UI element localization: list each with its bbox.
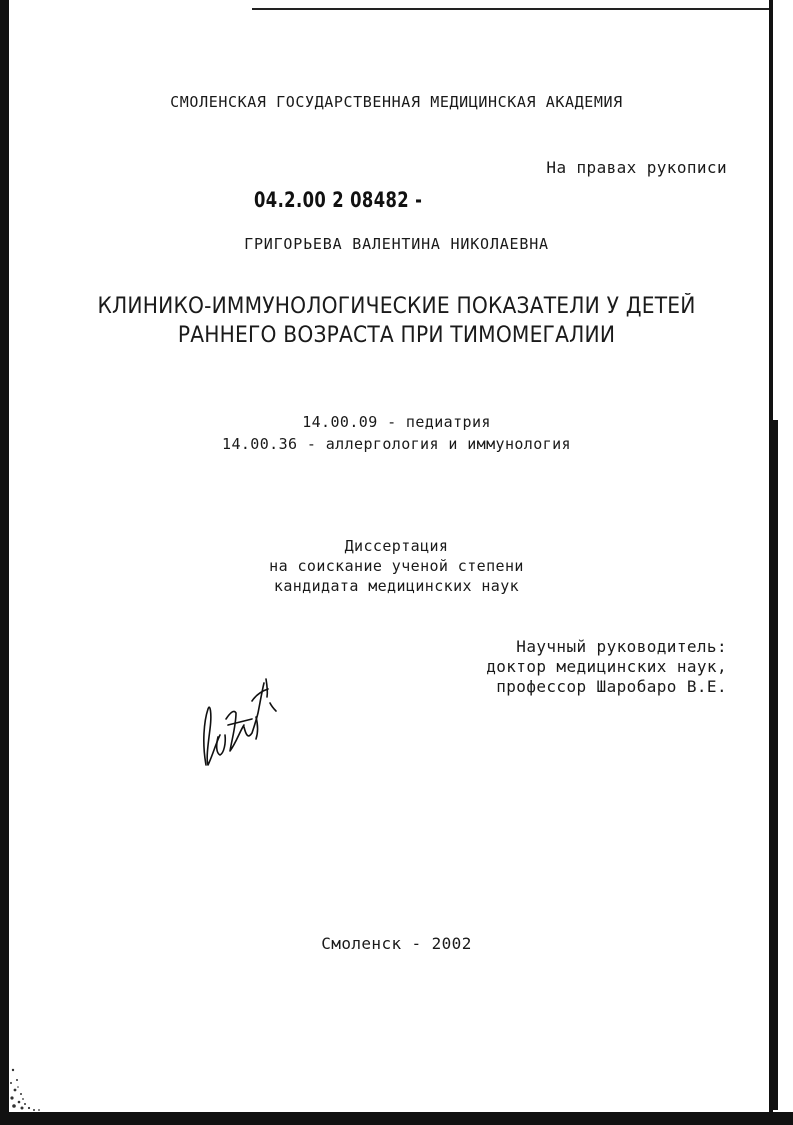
degree-line-2: кандидата медицинских наук [273,577,520,595]
dissertation-label: Диссертация [344,537,449,555]
thesis-title-line-2: РАННЕГО ВОЗРАСТА ПРИ ТИМОМЕГАЛИИ [177,323,616,348]
degree-line-1: на соискание ученой степени [269,557,524,575]
thesis-title-line-1: КЛИНИКО-ИММУНОЛОГИЧЕСКИЕ ПОКАЗАТЕЛИ У ДЕТЕЙ [97,294,696,319]
manuscript-rights: На правах рукописи [546,158,727,177]
scan-border-bottom [9,1112,793,1125]
supervisor-degree: доктор медицинских наук, [486,657,727,676]
author-name: ГРИГОРЬЕВА ВАЛЕНТИНА НИКОЛАЕВНА [244,235,549,253]
registration-stamp: 04.2.00 2 08482 - [254,188,423,212]
scan-border-top [252,8,772,10]
supervisor-label: Научный руководитель: [516,637,727,656]
specialty-pediatrics: 14.00.09 - педиатрия [302,413,491,431]
specialty-allergology: 14.00.36 - аллергология и иммунология [222,435,571,453]
supervisor-name: профессор Шаробаро В.Е. [496,677,727,696]
signature-icon [192,673,282,773]
scan-noise-corner [9,1050,49,1112]
city-year: Смоленск - 2002 [321,934,472,953]
scan-border-right-thick [772,420,778,1110]
academy-name: СМОЛЕНСКАЯ ГОСУДАРСТВЕННАЯ МЕДИЦИНСКАЯ АКАДЕМИЯ [170,93,623,111]
